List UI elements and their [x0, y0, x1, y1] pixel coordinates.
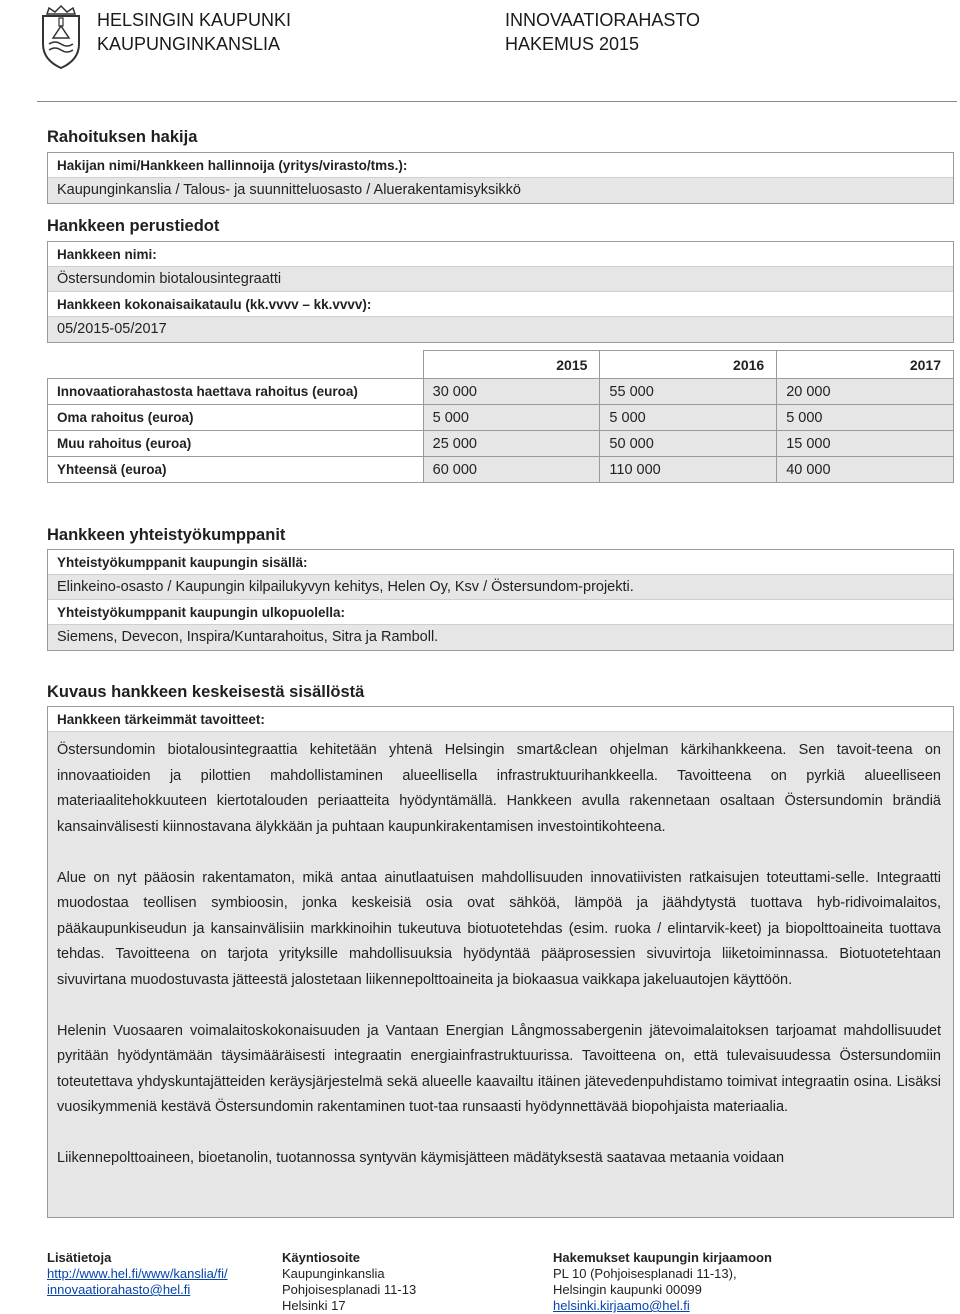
doc-line-1: INNOVAATIORAHASTO: [505, 10, 701, 30]
row-value: 20 000: [777, 379, 954, 405]
basic-info-section-title: Hankkeen perustiedot: [47, 217, 220, 235]
helsinki-crest-icon: [37, 4, 85, 70]
row-value: 60 000: [423, 457, 600, 483]
applicant-section-title: Rahoituksen hakija: [47, 128, 198, 146]
year-header: 2015: [423, 351, 600, 379]
goals-paragraph: Helenin Vuosaaren voimalaitoskokonaisuuden ja Vantaan Energian Långmossabergenin jätevoimalaitoksen tarjoamat mahdollisuudet pyritään hyödyntämään täysimääräisesti integraatin energiainfrastruktuurissa. Tavoitteena on, että tulevaisuudessa Östersundomiin toteutettava yhdyskuntajätteiden keräysjärjestelmä sekä alueelle kaavailtu itäinen jätevedenpuhdistamo toimivat integraatin osina. Lisäksi vuosikymmeniä kestävä Östersundomin rakentaminen tuot-taa runsaasti hyödynnettävää biopohjaista materiaalia.: [57, 1022, 941, 1115]
row-value: 5 000: [423, 405, 600, 431]
row-value: 30 000: [423, 379, 600, 405]
goals-label: Hankkeen tärkeimmät tavoitteet:: [48, 707, 953, 732]
footer-info-title: Lisätietoja: [47, 1250, 112, 1265]
row-value: 5 000: [777, 405, 954, 431]
goals-body: [48, 732, 953, 1218]
year-header: 2017: [777, 351, 954, 379]
header-divider: [37, 101, 957, 102]
row-value: 55 000: [600, 379, 777, 405]
funding-header-blank: [48, 351, 424, 379]
mail-address-line: Helsingin kaupunki 00099: [553, 1282, 702, 1297]
organization-name: [97, 8, 291, 56]
row-value: 110 000: [600, 457, 777, 483]
project-period-label: Hankkeen kokonaisaikataulu (kk.vvvv – kk.vvvv):: [48, 292, 953, 317]
goals-paragraph: Alue on nyt pääosin rakentamaton, mikä antaa ainutlaatuisen mahdollisuuden innovatiivisten ratkaisujen toteuttami-selle. Integraatti muodostaa teollisen symbioosin, jonka keskeisiä osia ovat sähköä, lämpöä ja jäähdytystä tuottava hyb-ridivoimalaitos, pääkaupunkiseudun ja kansainvälisiin markkinoihin tukeutuva biotuotetehdas (esim. ruoka / elintarvik-keet) ja biopolttoaineita tuottava tehdas. Tavoitteena on tarjota yrityksille mahdollisuuksia hyödyntää pääprosessien sivuvirtoja liiketoiminnassa. Biotuotetehtaan sivuvirtana muodostuvasta jätteestä jalostetaan liikennepolttoaineita ja biokaasua vaikkapa jakeluautojen käyttöön.: [57, 869, 941, 988]
project-period-value: 05/2015-05/2017: [48, 317, 953, 342]
table-row: [48, 405, 954, 431]
outside-partners-value: Siemens, Devecon, Inspira/Kuntarahoitus, Sitra ja Ramboll.: [48, 625, 953, 650]
footer-info-column: [47, 1250, 228, 1298]
row-value: 50 000: [600, 431, 777, 457]
applicant-label: Hakijan nimi/Hankkeen hallinnoija (yritys/virasto/tms.):: [48, 153, 953, 178]
funding-table: [47, 350, 954, 483]
document-name: [505, 8, 700, 56]
applicant-value: Kaupunginkanslia / Talous- ja suunnitteluosasto / Aluerakentamisyksikkö: [48, 178, 953, 203]
row-label: Muu rahoitus (euroa): [48, 431, 424, 457]
inside-partners-value: Elinkeino-osasto / Kaupungin kilpailukyvyn kehitys, Helen Oy, Ksv / Östersundom-projekti.: [48, 575, 953, 600]
innovation-fund-email-link[interactable]: innovaatiorahasto@hel.fi: [47, 1282, 191, 1297]
footer-mail-column: [553, 1250, 772, 1314]
row-value: 25 000: [423, 431, 600, 457]
row-label: Oma rahoitus (euroa): [48, 405, 424, 431]
outside-partners-label: Yhteistyökumppanit kaupungin ulkopuolella:: [48, 600, 953, 625]
funding-header-row: [48, 351, 954, 379]
table-row: [48, 379, 954, 405]
registry-email-link[interactable]: helsinki.kirjaamo@hel.fi: [553, 1298, 690, 1313]
visit-address-line: Helsinki 17: [282, 1298, 346, 1313]
goals-paragraph: Östersundomin biotalousintegraattia kehitetään yhtenä Helsingin smart&clean ohjelman kärkihankkeena. Sen tavoit-teena on innovaatioiden ja pilottien mahdollistaminen alueellisella infrastruktuurihankkeella. Tavoitteena on pyrkiä alueelliseen materiaalitehokkuuteen kiertotalouden periaatteita hyödyntämällä. Hankkeen avulla rakennetaan osaltaan Östersundomin brändiä kansainvälisesti kiinnostavana älykkään ja puhtaan kaupunkirakentamisen investointikohteena.: [57, 742, 941, 835]
org-line-2: KAUPUNGINKANSLIA: [97, 34, 281, 54]
applicant-box: [47, 152, 954, 204]
partners-section-title: Hankkeen yhteistyökumppanit: [47, 526, 286, 544]
row-value: 15 000: [777, 431, 954, 457]
basic-info-box: [47, 241, 954, 343]
year-header: 2016: [600, 351, 777, 379]
table-row: [48, 457, 954, 483]
row-label: Yhteensä (euroa): [48, 457, 424, 483]
row-value: 40 000: [777, 457, 954, 483]
project-name-value: Östersundomin biotalousintegraatti: [48, 267, 953, 292]
table-row: [48, 431, 954, 457]
description-section-title: Kuvaus hankkeen keskeisestä sisällöstä: [47, 683, 365, 701]
row-value: 5 000: [600, 405, 777, 431]
visit-address-line: Pohjoisesplanadi 11-13: [282, 1282, 417, 1297]
mail-address-line: PL 10 (Pohjoisesplanadi 11-13),: [553, 1266, 737, 1281]
footer-mail-title: Hakemukset kaupungin kirjaamoon: [553, 1250, 772, 1265]
footer-visit-column: [282, 1250, 416, 1314]
kanslia-website-link[interactable]: http://www.hel.fi/www/kanslia/fi/: [47, 1266, 228, 1281]
visit-address-line: Kaupunginkanslia: [282, 1266, 385, 1281]
doc-line-2: HAKEMUS 2015: [505, 34, 640, 54]
inside-partners-label: Yhteistyökumppanit kaupungin sisällä:: [48, 550, 953, 575]
org-line-1: HELSINGIN KAUPUNKI: [97, 10, 292, 30]
description-box: [47, 706, 954, 1218]
row-label: Innovaatiorahastosta haettava rahoitus (euroa): [48, 379, 424, 405]
project-name-label: Hankkeen nimi:: [48, 242, 953, 267]
footer-visit-title: Käyntiosoite: [282, 1250, 361, 1265]
page-header: [0, 0, 960, 103]
goals-paragraph: Liikennepolttoaineen, bioetanolin, tuotannossa syntyvän käymisjätteen mädätyksestä saatavaa metaania voidaan: [57, 1150, 785, 1166]
partners-box: [47, 549, 954, 651]
